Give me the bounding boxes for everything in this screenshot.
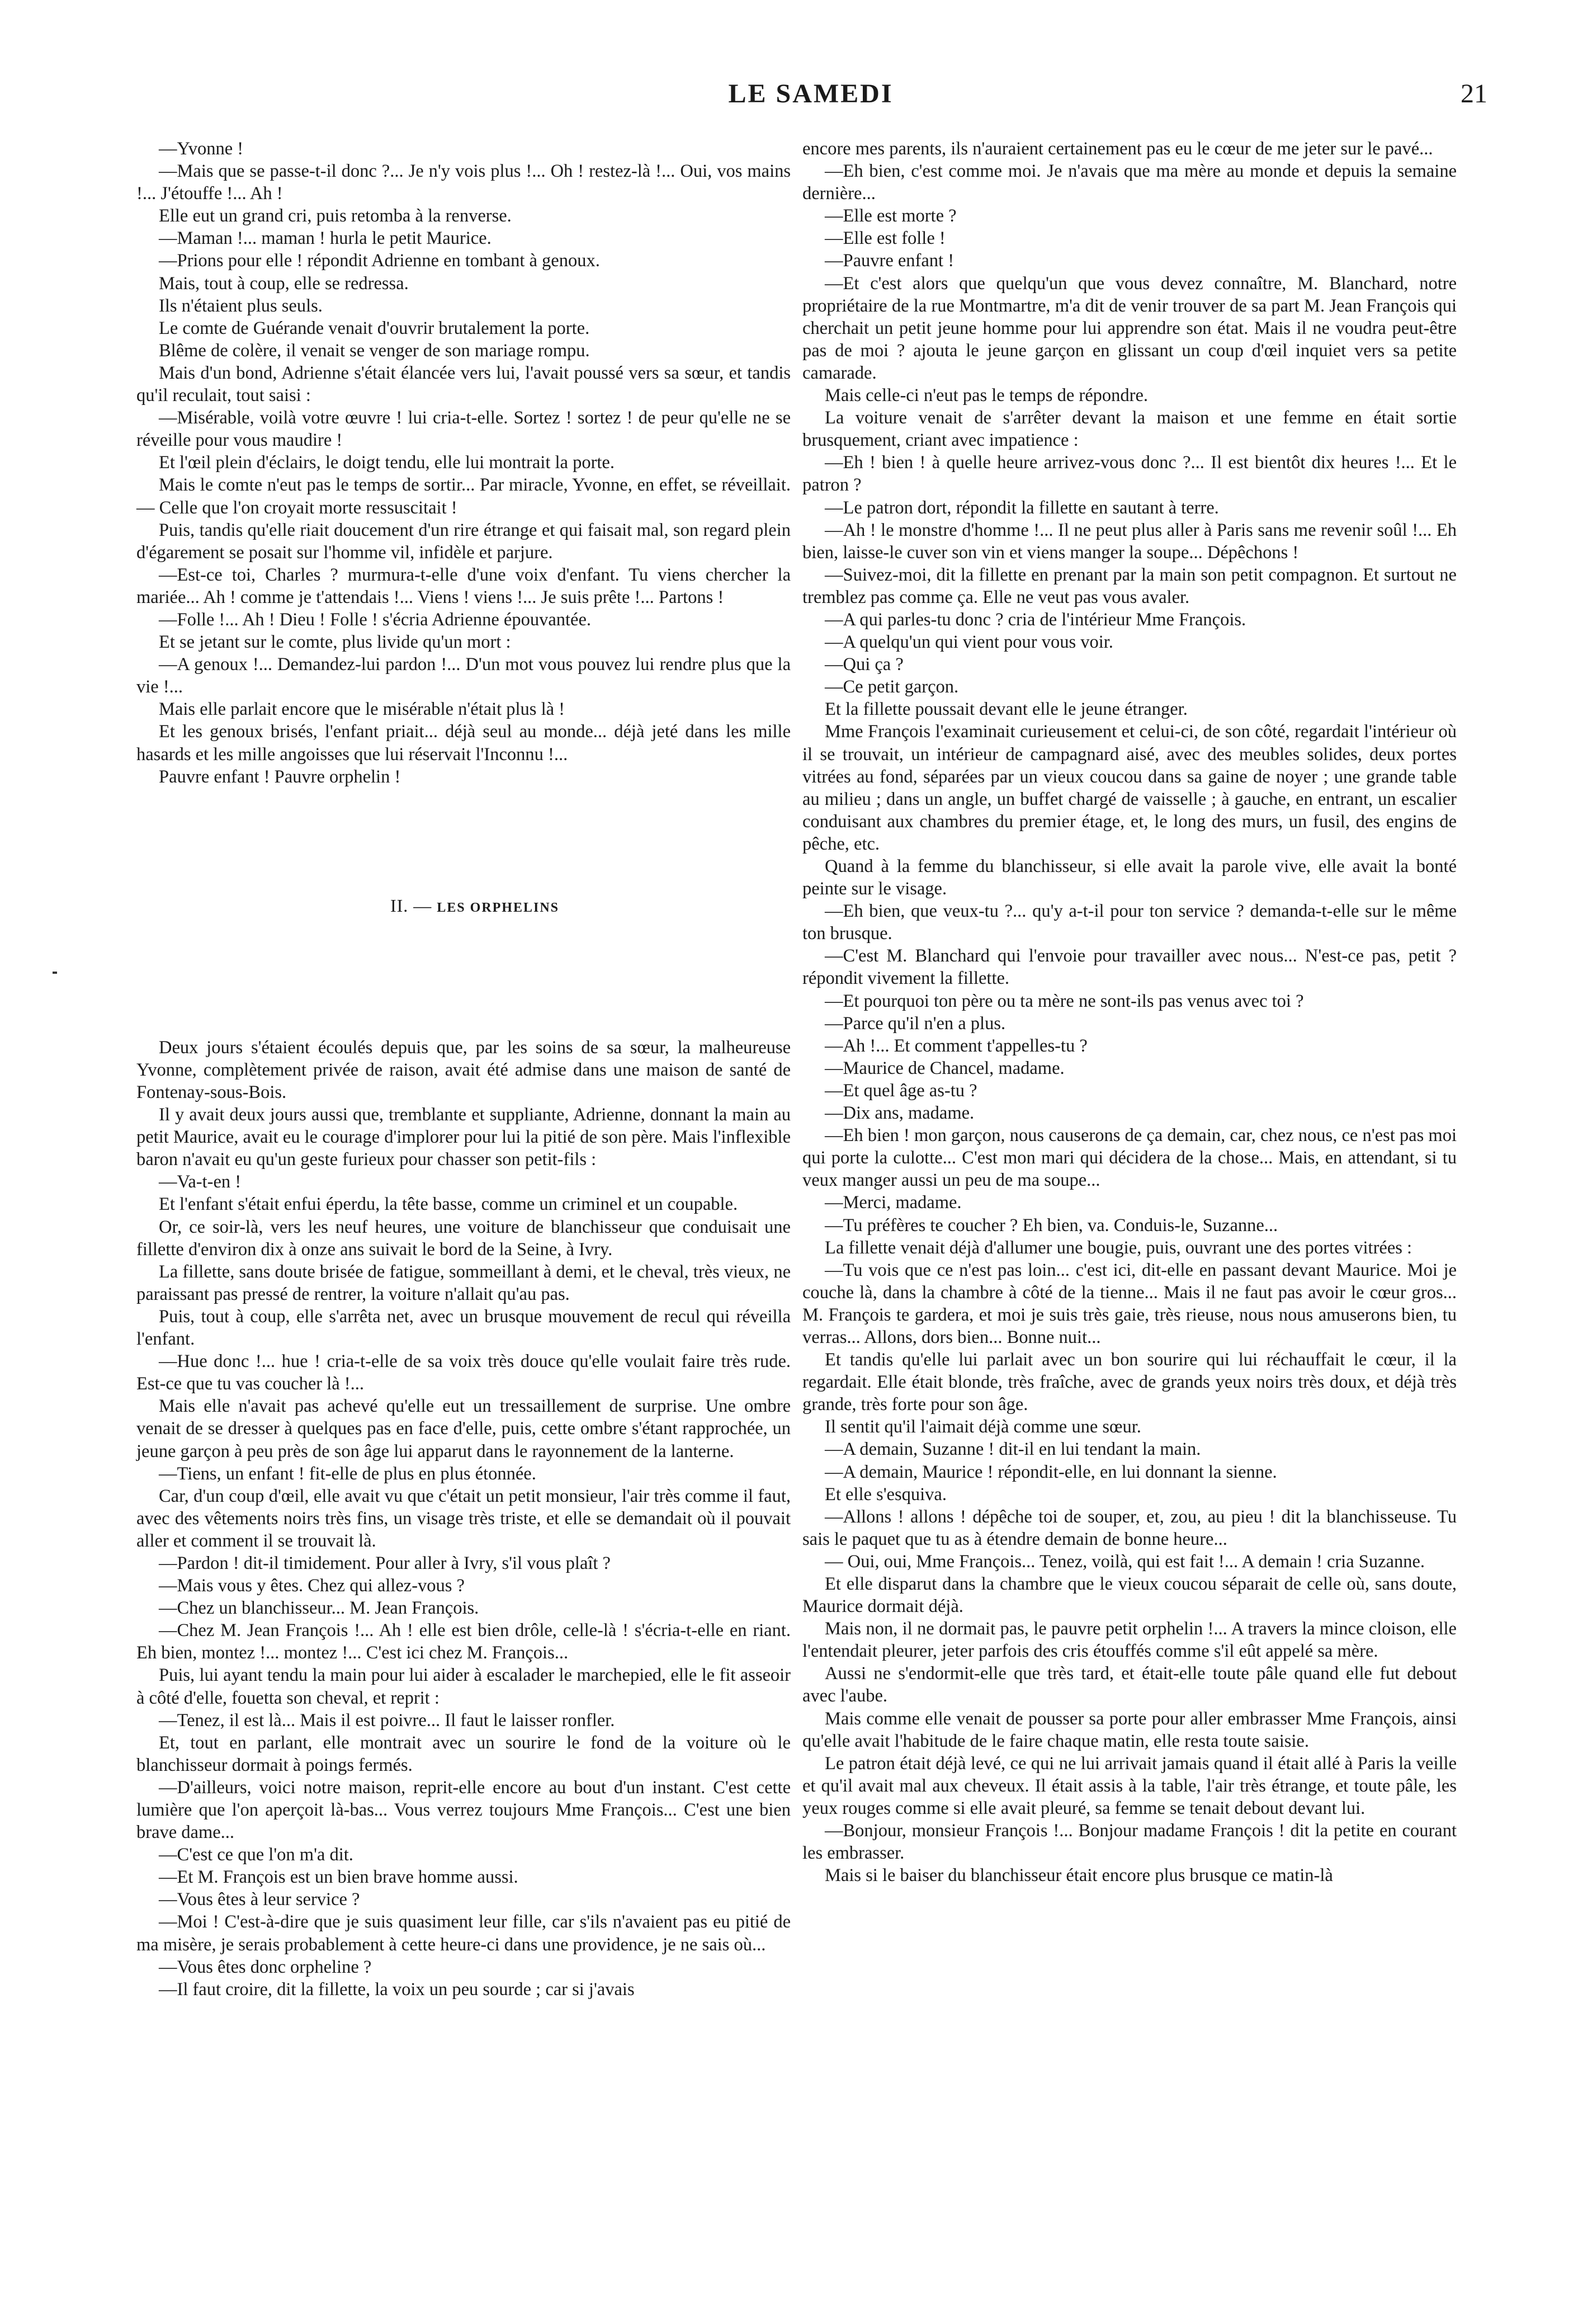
right-column	[802, 138, 1457, 1887]
publication-title: LE SAMEDI	[728, 79, 894, 109]
paragraph: —Chez M. Jean François !... Ah ! elle est bien drôle, celle-là ! s'écria-t-elle en riant. Eh bien, montez !... montez !... C'est ici chez M. François...	[136, 1620, 791, 1663]
paragraph: Puis, tandis qu'elle riait doucement d'un rire étrange et qui faisait mal, son regard plein d'égarement se posait sur l'homme vil, infidèle et parjure.	[136, 520, 791, 563]
paragraph: Aussi ne s'endormit-elle que très tard, et était-elle toute pâle quand elle fut debout avec l'aube.	[802, 1663, 1457, 1707]
print-mark	[53, 972, 57, 974]
paragraph: —Eh bien, que veux-tu ?... qu'y a-t-il pour ton service ? demanda-t-elle sur le même ton brusque.	[802, 901, 1457, 944]
paragraph: Il y avait deux jours aussi que, tremblante et suppliante, Adrienne, donnant la main au petit Maurice, avait eu le courage d'implorer pour lui la pitié de son père. Mais l'inflexible baron n'avait eu qu'un geste furieux pour chasser son petit-fils :	[136, 1105, 791, 1170]
paragraph: —Moi ! C'est-à-dire que je suis quasiment leur fille, car s'ils n'avaient pas eu pitié de ma misère, je serais probablement à cette heure-ci dans une providence, je ne sais où...	[136, 1912, 791, 1955]
paragraph: —A demain, Suzanne ! dit-il en lui tendant la main.	[825, 1439, 1201, 1460]
paragraph: Mais le comte n'eut pas le temps de sortir... Par miracle, Yvonne, en effet, se réveillait. — Celle que l'on croyait morte ressuscitait !	[136, 475, 791, 518]
section-name: LES ORPHELINS	[437, 900, 560, 915]
paragraph: —Tiens, un enfant ! fit-elle de plus en plus étonnée.	[159, 1463, 536, 1484]
left-column	[136, 138, 791, 2001]
paragraph: —Et M. François est un bien brave homme aussi.	[159, 1867, 518, 1888]
paragraph: encore mes parents, ils n'auraient certainement pas eu le cœur de me jeter sur le pavé...	[802, 139, 1433, 159]
paragraph: Mais si le baiser du blanchisseur était encore plus brusque ce matin-là	[825, 1865, 1333, 1886]
paragraph: —Pardon ! dit-il timidement. Pour aller à Ivry, s'il vous plaît ?	[159, 1553, 611, 1573]
paragraph: —Vous êtes à leur service ?	[159, 1889, 360, 1910]
paragraph: La fillette venait déjà d'allumer une bougie, puis, ouvrant une des portes vitrées :	[825, 1237, 1412, 1258]
paragraph: —Elle est morte ?	[825, 206, 957, 227]
paragraph: —C'est M. Blanchard qui l'envoie pour travailler avec nous... N'est-ce pas, petit ? répondit vivement la fillette.	[802, 946, 1457, 989]
paragraph: —Va-t-en !	[159, 1172, 242, 1192]
paragraph: —Maman !... maman ! hurla le petit Maurice.	[159, 228, 492, 249]
paragraph: —Et pourquoi ton père ou ta mère ne sont-ils pas venus avec toi ?	[825, 991, 1304, 1011]
paragraph: Et l'œil plein d'éclairs, le doigt tendu, elle lui montrait la porte.	[159, 452, 615, 473]
paragraph: —Chez un blanchisseur... M. Jean François.	[159, 1598, 479, 1619]
paragraph: —A qui parles-tu donc ? cria de l'intérieur Mme François.	[825, 609, 1246, 630]
paragraph: Or, ce soir-là, vers les neuf heures, une voiture de blanchisseur que conduisait une fillette d'environ dix à onze ans suivait le bord de la Seine, à Ivry.	[136, 1217, 791, 1260]
paragraph: —Le patron dort, répondit la fillette en sautant à terre.	[825, 497, 1219, 518]
right-column-text	[802, 138, 1457, 1887]
paragraph: Et la fillette poussait devant elle le jeune étranger.	[825, 699, 1188, 720]
paragraph: —Ce petit garçon.	[825, 677, 959, 697]
paragraph: —D'ailleurs, voici notre maison, reprit-elle encore au bout d'un instant. C'est cette lumière que l'on aperçoit là-bas... Vous verrez toujours Mme François... C'est une bien brave dame...	[136, 1777, 791, 1843]
section-heading	[136, 894, 791, 919]
paragraph: La fillette, sans doute brisée de fatigue, sommeillant à demi, et le cheval, très vieux, ne paraissant pas pressé de rentrer, la voiture n'allait qu'au pas.	[136, 1261, 791, 1304]
paragraph: Et l'enfant s'était enfui éperdu, la tête basse, comme un criminel et un coupable.	[159, 1194, 738, 1215]
paragraph: —Il faut croire, dit la fillette, la voix un peu sourde ; car si j'avais	[159, 1979, 635, 2000]
paragraph: —A quelqu'un qui vient pour vous voir.	[825, 632, 1113, 653]
paragraph: —Maurice de Chancel, madame.	[825, 1058, 1065, 1078]
paragraph: —Ah !... Et comment t'appelles-tu ?	[825, 1035, 1088, 1056]
paragraph: —Folle !... Ah ! Dieu ! Folle ! s'écria Adrienne épouvantée.	[159, 609, 592, 630]
paragraph: Le patron était déjà levé, ce qui ne lui arrivait jamais quand il était allé à Paris la veille et qu'il avait mal aux cheveux. Il était assis à la table, l'air très étrange, et toute pâle, les yeux rouges comme si elle avait pleuré, sa femme se tenait debout devant lui.	[802, 1753, 1457, 1818]
paragraph: Et se jetant sur le comte, plus livide qu'un mort :	[159, 632, 511, 653]
paragraph: —Parce qu'il n'en a plus.	[825, 1013, 1006, 1034]
paragraph: Mme François l'examinait curieusement et celui-ci, de son côté, regardait l'intérieur où il se trouvait, un intérieur de campagnard aisé, avec des meubles solides, deux portes vitrées au fond, séparées par un vieux coucou dans sa gaine de noyer ; une grande table au milieu ; dans un angle, un buffet chargé de vaisselle ; à gauche, en entrant, un escalier conduisant aux chambres du premier étage, et, le long des murs, un fusil, des engins de pêche, etc.	[802, 722, 1457, 854]
paragraph: Car, d'un coup d'œil, elle avait vu que c'était un petit monsieur, l'air très comme il faut, avec des vêtements noirs très fins, un visage très triste, et elle se demandait où il pouvait aller et comment il se trouvait là.	[136, 1486, 791, 1551]
paragraph: —Suivez-moi, dit la fillette en prenant par la main son petit compagnon. Et surtout ne tremblez pas comme ça. Elle ne veut pas vous avaler.	[802, 564, 1457, 607]
left-column-text-before	[136, 138, 791, 788]
paragraph: Elle eut un grand cri, puis retomba à la renverse.	[159, 206, 512, 227]
paragraph: —Misérable, voilà votre œuvre ! lui cria-t-elle. Sortez ! sortez ! de peur qu'elle ne se réveille pour vous maudire !	[136, 408, 791, 451]
paragraph: Blême de colère, il venait se venger de son mariage rompu.	[159, 340, 590, 361]
paragraph: —Qui ça ?	[825, 654, 904, 675]
paragraph: —Tenez, il est là... Mais il est poivre... Il faut le laisser ronfler.	[159, 1710, 615, 1731]
page-number: 21	[1461, 79, 1487, 109]
paragraph: —Vous êtes donc orpheline ?	[159, 1957, 372, 1977]
paragraph: —Mais vous y êtes. Chez qui allez-vous ?	[159, 1576, 465, 1596]
paragraph: —Et c'est alors que quelqu'un que vous devez connaître, M. Blanchard, notre propriétaire de la rue Montmartre, m'a dit de venir trouver de sa part M. Jean François qui cherchait un petit jeune homme pour lui apprendre son état. Mais il ne voudra peut-être pas de moi ? ajouta le jeune garçon en glissant un coup d'œil inquiet vers sa petite camarade.	[802, 273, 1457, 383]
paragraph: Pauvre enfant ! Pauvre orphelin !	[159, 766, 401, 787]
paragraph: Quand à la femme du blanchisseur, si elle avait la parole vive, elle avait la bonté peinte sur le visage.	[802, 856, 1457, 899]
paragraph: Deux jours s'étaient écoulés depuis que, par les soins de sa sœur, la malheureuse Yvonne, complètement privée de raison, avait été admise dans une maison de santé de Fontenay-sous-Bois.	[136, 1037, 791, 1102]
paragraph: Et elle disparut dans la chambre que le vieux coucou séparait de celle où, sans doute, Maurice dormait déjà.	[802, 1574, 1457, 1617]
paragraph: —Yvonne !	[159, 139, 244, 159]
paragraph: Mais elle parlait encore que le misérable n'était plus là !	[159, 699, 565, 720]
paragraph: Mais non, il ne dormait pas, le pauvre petit orphelin !... A travers la mince cloison, elle l'entendait pleurer, jeter parfois des cris étouffés comme s'il eût appelé sa mère.	[802, 1619, 1457, 1662]
paragraph: —Eh bien, c'est comme moi. Je n'avais que ma mère au monde et depuis la semaine dernière...	[802, 161, 1457, 204]
paragraph: Et elle s'esquiva.	[825, 1484, 947, 1505]
paragraph: Ils n'étaient plus seuls.	[159, 295, 323, 316]
paragraph: Et, tout en parlant, elle montrait avec un sourire le fond de la voiture où le blanchisseur dormait à poings fermés.	[136, 1732, 791, 1775]
paragraph: —Merci, madame.	[825, 1192, 962, 1213]
paragraph: —A genoux !... Demandez-lui pardon !... D'un mot vous pouvez lui rendre plus que la vie !...	[136, 654, 791, 697]
paragraph: — Oui, oui, Mme François... Tenez, voilà, qui est fait !... A demain ! cria Suzanne.	[825, 1551, 1425, 1572]
paragraph: —Ah ! le monstre d'homme !... Il ne peut plus aller à Paris sans me revenir soûl !... Eh bien, laisse-le cuver son vin et viens manger la soupe... Dépêchons !	[802, 520, 1457, 563]
paragraph: —Eh bien ! mon garçon, nous causerons de ça demain, car, chez nous, ce n'est pas moi qui porte la culotte... C'est mon mari qui décidera de la chose... Mais, en attendant, si tu veux manger aussi un peu de ma soupe...	[802, 1125, 1457, 1191]
paragraph: Et les genoux brisés, l'enfant priait... déjà seul au monde... déjà jeté dans les mille hasards et les mille angoisses que lui réservait l'Inconnu !...	[136, 722, 791, 765]
paragraph: Et tandis qu'elle lui parlait avec un bon sourire qui lui réchauffait le cœur, il la regardait. Elle était blonde, très fraîche, avec de grands yeux noirs très doux, et déjà très grande, très forte pour son âge.	[802, 1350, 1457, 1415]
paragraph: Mais d'un bond, Adrienne s'était élancée vers lui, l'avait poussé vers sa sœur, et tandis qu'il reculait, tout saisi :	[136, 362, 791, 406]
paragraph: —A demain, Maurice ! répondit-elle, en lui donnant la sienne.	[825, 1462, 1277, 1482]
paragraph: —Bonjour, monsieur François !... Bonjour madame François ! dit la petite en courant les embrasser.	[802, 1821, 1457, 1864]
paragraph: —Dix ans, madame.	[825, 1103, 975, 1124]
paragraph: —Hue donc !... hue ! cria-t-elle de sa voix très douce qu'elle voulait faire très rude. Est-ce que tu vas coucher là !...	[136, 1351, 791, 1394]
paragraph: —Elle est folle !	[825, 228, 946, 249]
page-header	[134, 78, 1487, 117]
paragraph: Mais, tout à coup, elle se redressa.	[159, 273, 409, 294]
paragraph: La voiture venait de s'arrêter devant la maison et une femme en était sortie brusquement, criant avec impatience :	[802, 408, 1457, 451]
paragraph: Mais elle n'avait pas achevé qu'elle eut un tressaillement de surprise. Une ombre venait de se dresser à quelques pas en face d'elle, puis, cette ombre s'étant rapprochée, un jeune garçon à peu près de son âge lui apparut dans le rayonnement de la lanterne.	[136, 1396, 791, 1462]
paragraph: Mais comme elle venait de pousser sa porte pour aller embrasser Mme François, ainsi qu'elle avait l'habitude de le faire chaque matin, elle resta toute saisie.	[802, 1708, 1457, 1751]
paragraph: —C'est ce que l'on m'a dit.	[159, 1845, 353, 1865]
paragraph: —Tu préfères te coucher ? Eh bien, va. Conduis-le, Suzanne...	[825, 1215, 1278, 1236]
paragraph: —Allons ! allons ! dépêche toi de souper, et, zou, au pieu ! dit la blanchisseuse. Tu sais le paquet que tu as à étendre demain de bonne heure...	[802, 1506, 1457, 1549]
paragraph: —Tu vois que ce n'est pas loin... c'est ici, dit-elle en passant devant Maurice. Moi je couche là, dans la chambre à côté de la tienne... Mais il ne faut pas avoir le cœur gros... M. François te gardera, et moi je suis très gaie, très rieuse, nous nous amuserons bien, tu verras... Allons, dors bien... Bonne nuit...	[802, 1260, 1457, 1347]
paragraph: —Prions pour elle ! répondit Adrienne en tombant à genoux.	[159, 251, 600, 271]
paragraph: Il sentit qu'il l'aimait déjà comme une sœur.	[825, 1417, 1141, 1437]
paragraph: —Pauvre enfant !	[825, 251, 955, 271]
paragraph: —Mais que se passe-t-il donc ?... Je n'y vois plus !... Oh ! restez-là !... Oui, vos mains !... J'étouffe !... Ah !	[136, 161, 791, 204]
paragraph: Mais celle-ci n'eut pas le temps de répondre.	[825, 385, 1149, 406]
section-number: II. —	[390, 895, 432, 916]
paragraph: Le comte de Guérande venait d'ouvrir brutalement la porte.	[159, 318, 590, 338]
paragraph: —Est-ce toi, Charles ? murmura-t-elle d'une voix d'enfant. Tu viens chercher la mariée... Ah ! comme je t'attendais !... Viens ! viens !... Je suis prête !... Partons !	[136, 564, 791, 607]
paragraph: Puis, tout à coup, elle s'arrêta net, avec un brusque mouvement de recul qui réveilla l'enfant.	[136, 1306, 791, 1350]
paragraph: Puis, lui ayant tendu la main pour lui aider à escalader le marchepied, elle le fit asseoir à côté d'elle, fouetta son cheval, et reprit :	[136, 1665, 791, 1708]
left-column-text-after	[136, 1036, 791, 2001]
paragraph: —Eh ! bien ! à quelle heure arrivez-vous donc ?... Il est bientôt dix heures !... Et le patron ?	[802, 452, 1457, 496]
paragraph: —Et quel âge as-tu ?	[825, 1080, 977, 1101]
